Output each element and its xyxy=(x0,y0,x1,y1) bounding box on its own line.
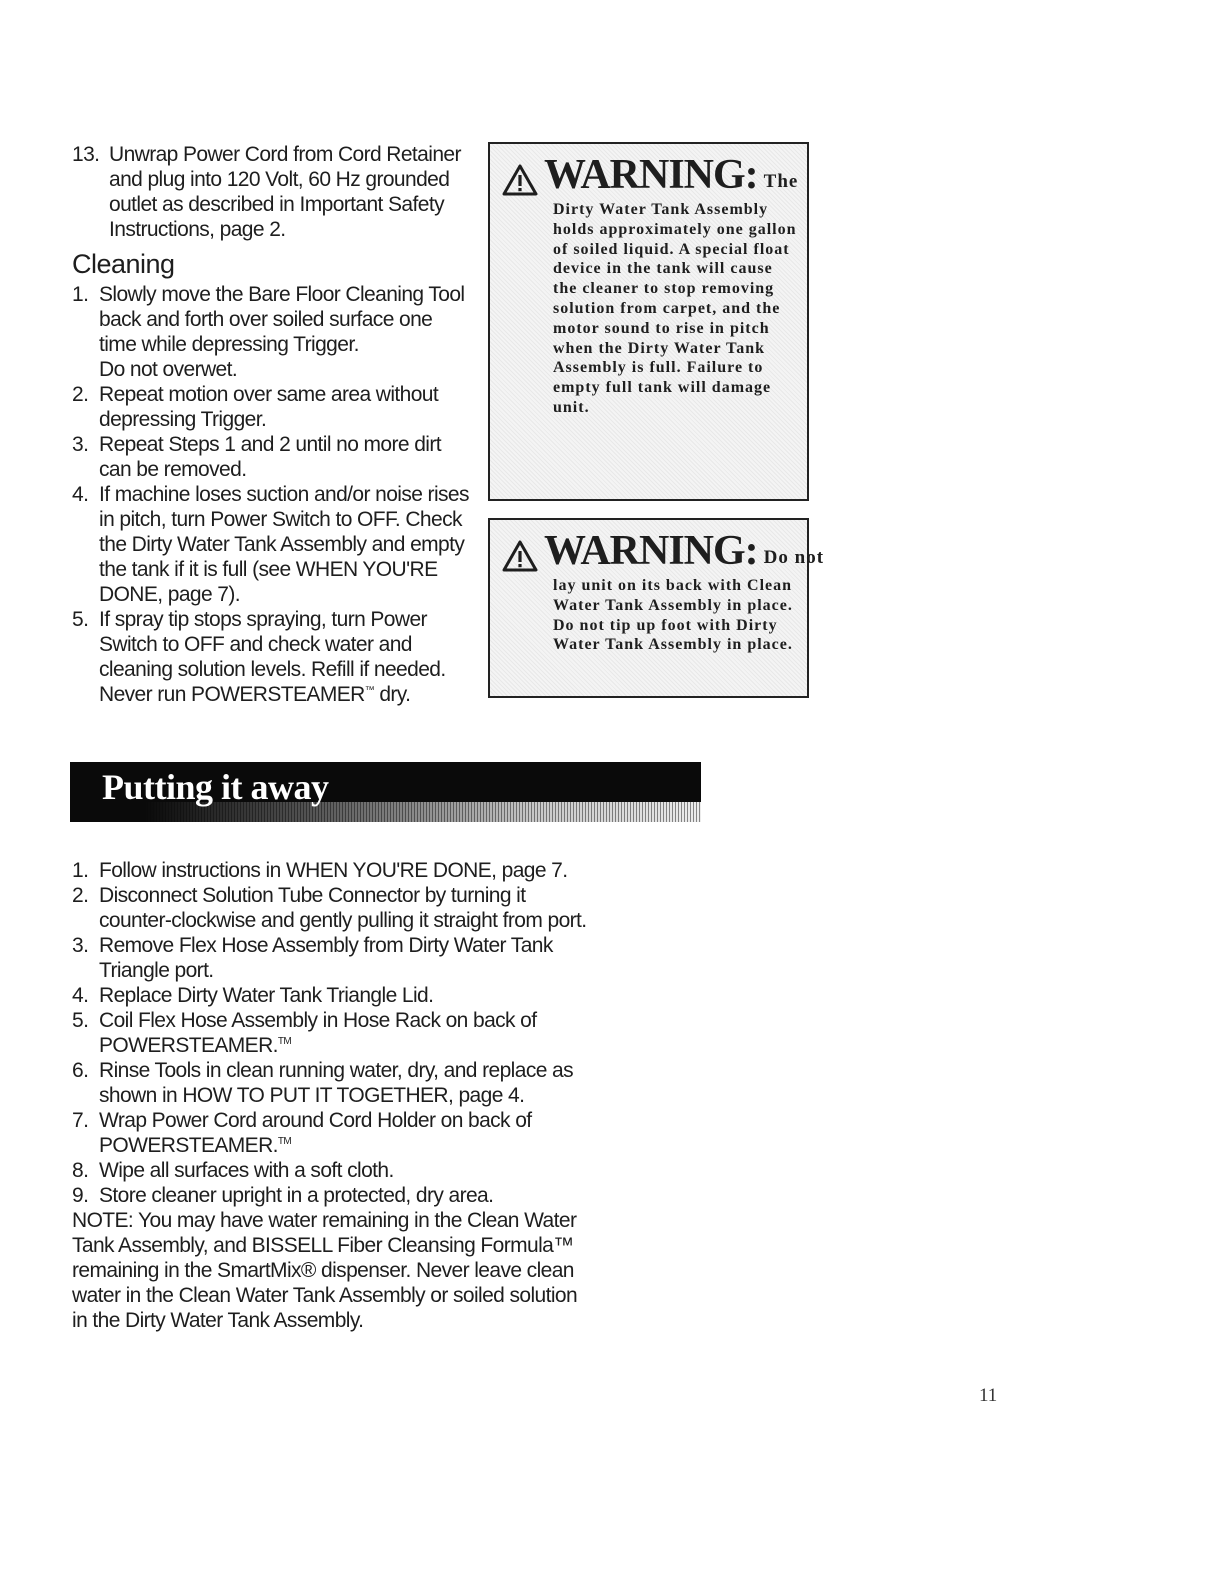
warning-body: Dirty Water Tank Assembly holds approximately one gallon of soiled liquid. A special float device in the tank will cause the cleaner to stop removing solution from carpet, and the motor sound to rise in pitch when the Dirty Water Tank Assembly is full. Failure to empty full tank will damage unit. xyxy=(553,201,797,416)
warning-body: lay unit on its back with Clean Water Tank Assembly in place. Do not tip up foot with Dirty Water Tank Assembly in place. xyxy=(553,577,793,654)
step-text: If machine loses suction and/or noise rises in pitch, turn Power Switch to OFF. Check the Dirty Water Tank Assembly and empty the tank if it is full (see WHEN YOU'RE DONE, page 7). xyxy=(99,483,469,606)
list-item xyxy=(72,142,472,242)
list-item xyxy=(72,933,592,983)
step-extra: Do not overwet. xyxy=(99,358,238,381)
step-number: 1. xyxy=(72,859,89,882)
warning-label: WARNING: xyxy=(544,528,758,574)
step-number: 3. xyxy=(72,934,89,957)
step-extra-text: dry. xyxy=(374,683,411,706)
step-number: 2. xyxy=(72,383,89,406)
page-number: 11 xyxy=(979,1385,998,1406)
warning-heading xyxy=(502,530,824,572)
list-item xyxy=(72,883,592,933)
step-text: Repeat Steps 1 and 2 until no more dirt can be removed. xyxy=(99,433,441,481)
step-text: Follow instructions in WHEN YOU'RE DONE, page 7. xyxy=(99,859,568,882)
list-item xyxy=(72,858,592,883)
list-item xyxy=(72,1008,592,1058)
section-banner xyxy=(70,762,701,822)
list-item xyxy=(72,607,472,707)
step-text: If spray tip stops spraying, turn Power Switch to OFF and check water and cleaning solution levels. Refill if needed. xyxy=(99,608,446,681)
step-number: 6. xyxy=(72,1059,89,1082)
section-title: Putting it away xyxy=(102,767,329,807)
step-text: Remove Flex Hose Assembly from Dirty Water Tank Triangle port. xyxy=(99,934,553,982)
list-item xyxy=(72,382,472,432)
warning-lead-text: Do not xyxy=(763,547,825,568)
list-item xyxy=(72,1183,592,1208)
warning-heading xyxy=(502,154,798,196)
trademark-mark: TM xyxy=(277,1136,292,1147)
step-extra-text: Never run POWERSTEAMER xyxy=(99,683,365,706)
step-text: Coil Flex Hose Assembly in Hose Rack on back of POWERSTEAMER. xyxy=(99,1009,537,1057)
step-number: 1. xyxy=(72,283,89,306)
step-extra xyxy=(99,682,472,707)
warning-triangle-icon xyxy=(502,164,538,196)
step-text: Replace Dirty Water Tank Triangle Lid. xyxy=(99,984,434,1007)
step-text: Unwrap Power Cord from Cord Retainer and plug into 120 Volt, 60 Hz grounded outlet as described in Important Safety Instructions, page 2. xyxy=(109,143,461,241)
step-text: Disconnect Solution Tube Connector by turning it counter-clockwise and gently pulling it straight from port. xyxy=(99,884,587,932)
cleaning-heading: Cleaning xyxy=(72,249,175,279)
putting-away-column xyxy=(72,858,592,1333)
list-item xyxy=(72,1108,592,1158)
list-item xyxy=(72,282,472,382)
step-number: 4. xyxy=(72,984,89,1007)
step-text: Wrap Power Cord around Cord Holder on back of POWERSTEAMER. xyxy=(99,1109,532,1157)
putting-away-steps-list xyxy=(72,858,592,1208)
list-item xyxy=(72,983,592,1008)
warning-box-dirty-tank xyxy=(488,142,809,501)
step-number: 2. xyxy=(72,884,89,907)
step-number: 4. xyxy=(72,483,89,506)
left-column xyxy=(72,142,472,707)
list-item xyxy=(72,432,472,482)
trademark-mark: ™ xyxy=(364,685,375,696)
step-text: Repeat motion over same area without depressing Trigger. xyxy=(99,383,439,431)
step-text: Rinse Tools in clean running water, dry, and replace as shown in HOW TO PUT IT TOGETHER, page 4. xyxy=(99,1059,574,1107)
warning-box-tip-unit xyxy=(488,518,825,698)
list-item xyxy=(72,1158,592,1183)
step-number: 13. xyxy=(72,143,100,166)
cleaning-steps-list xyxy=(72,282,472,707)
trademark-mark: TM xyxy=(277,1036,292,1047)
top-steps-list xyxy=(72,142,472,242)
warning-triangle-icon xyxy=(502,540,538,572)
list-item xyxy=(72,1058,592,1108)
warning-lead-text: The xyxy=(763,171,799,192)
step-number: 8. xyxy=(72,1159,89,1182)
step-number: 9. xyxy=(72,1184,89,1207)
list-item xyxy=(72,482,472,607)
step-number: 5. xyxy=(72,608,89,631)
step-number: 3. xyxy=(72,433,89,456)
step-text: Store cleaner upright in a protected, dry area. xyxy=(99,1184,494,1207)
warning-label: WARNING: xyxy=(544,152,758,198)
note-paragraph: NOTE: You may have water remaining in the Clean Water Tank Assembly, and BISSELL Fiber Cleansing Formula™ remaining in the SmartMix® dispenser. Never leave clean water in the Clean Water Tank Assembly or soiled solution in the Dirty Water Tank Assembly. xyxy=(72,1209,578,1332)
step-number: 7. xyxy=(72,1109,89,1132)
step-number: 5. xyxy=(72,1009,89,1032)
step-text: Slowly move the Bare Floor Cleaning Tool back and forth over soiled surface one time while depressing Trigger. xyxy=(99,283,465,356)
step-text: Wipe all surfaces with a soft cloth. xyxy=(99,1159,394,1182)
